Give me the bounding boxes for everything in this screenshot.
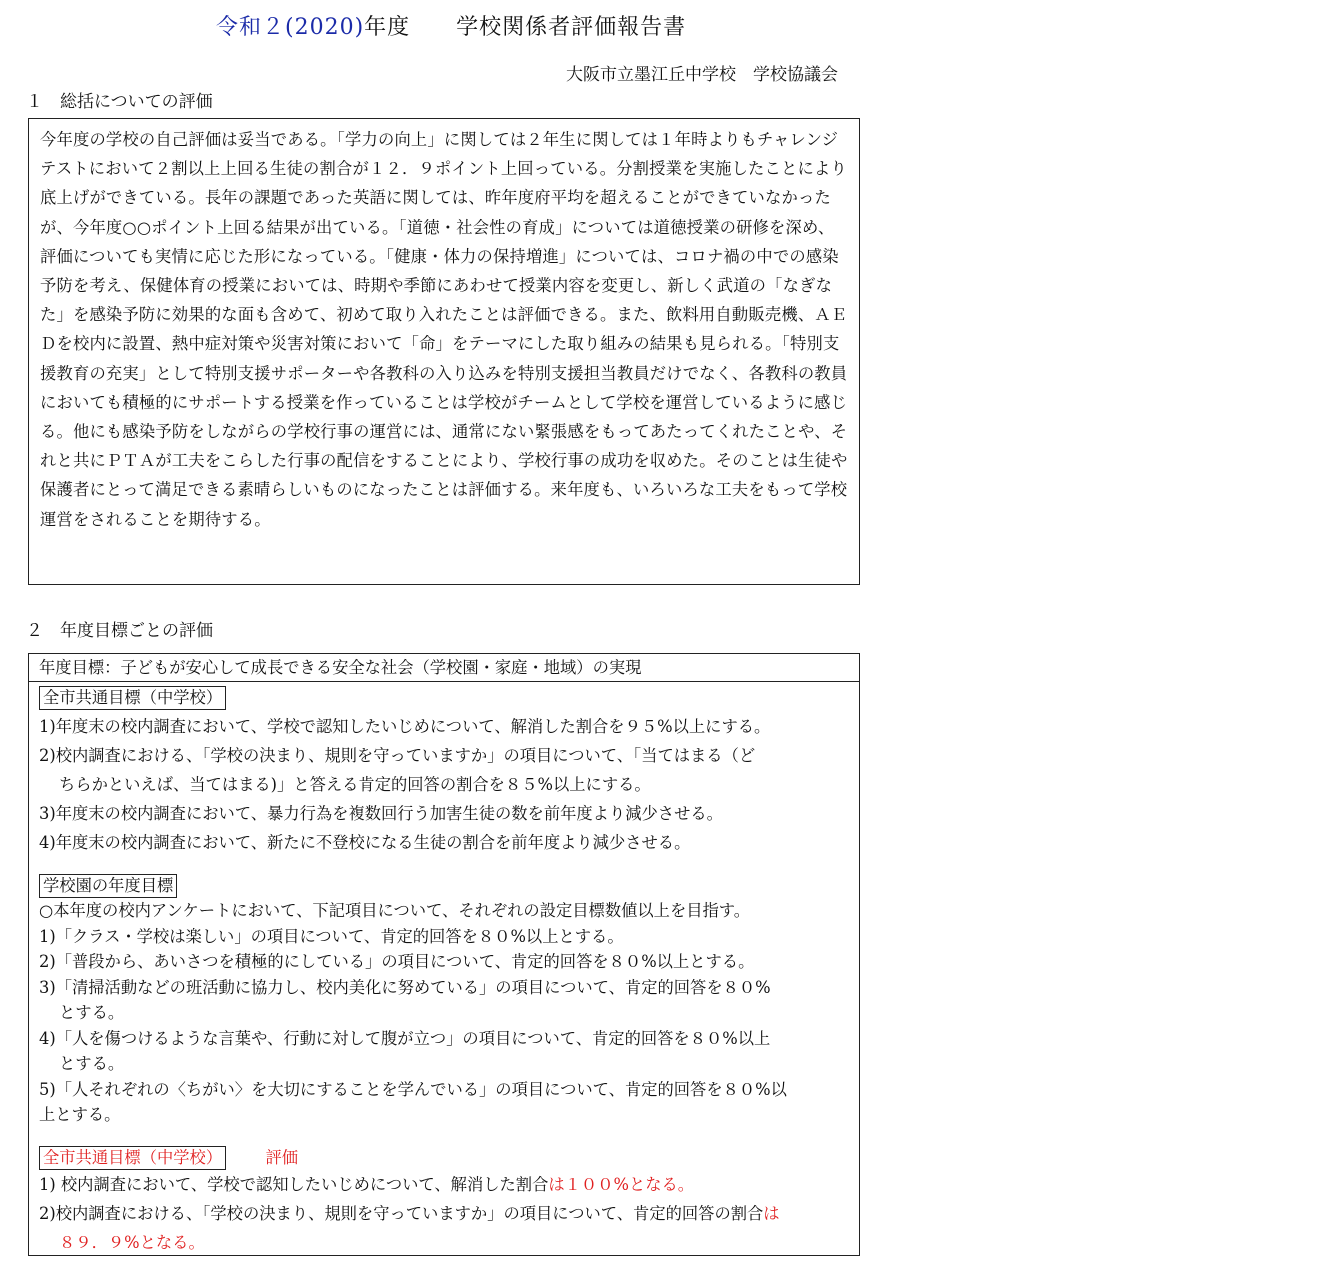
evaluation-item-2-result: ８９．９%となる。 bbox=[59, 1233, 205, 1252]
school-goal-item: 3)「清掃活動などの班活動に協力し、校内美化に努めている」の項目について、肯定的回答を８０% bbox=[39, 977, 771, 997]
city-goal-item: 1)年度末の校内調査において、学校で認知したいじめについて、解消した割合を９５%以上にする。 bbox=[39, 717, 771, 736]
city-goals-label: 全市共通目標（中学校） bbox=[39, 686, 226, 710]
school-goal-item: とする。 bbox=[59, 1054, 125, 1073]
school-goal-item: 2)「普段から、あいさつを積極的にしている」の項目について、肯定的回答を８０%以上とする。 bbox=[39, 952, 755, 971]
title-year: 令和２(2020) bbox=[216, 15, 365, 40]
school-goal-item: 5)「人それぞれの〈ちがい〉を大切にすることを学んでいる」の項目について、肯定的回答を８０%以 bbox=[39, 1079, 787, 1099]
school-goal-item: 1)「クラス・学校は楽しい」の項目について、肯定的回答を８０%以上とする。 bbox=[39, 926, 624, 946]
evaluation-item-2 bbox=[39, 1199, 853, 1228]
school-goals-label: 学校園の年度目標 bbox=[39, 874, 177, 898]
school-goal-item: ○本年度の校内アンケートにおいて、下記項目について、それぞれの設定目標数値以上を目指す。 bbox=[39, 901, 751, 920]
school-goal-item: 上とする。 bbox=[39, 1105, 121, 1124]
title-report: 学校関係者評価報告書 bbox=[456, 15, 687, 40]
evaluation-item-1 bbox=[39, 1170, 853, 1199]
evaluation-label: 全市共通目標（中学校） bbox=[39, 1146, 226, 1170]
section2-heading: ２ 年度目標ごとの評価 bbox=[26, 621, 213, 641]
organization-name: 大阪市立墨江丘中学校 学校協議会 bbox=[566, 65, 838, 85]
city-goal-item: 2)校内調査における、「学校の決まり、規則を守っていますか」の項目について、「当てはまる（ど bbox=[39, 746, 756, 765]
evaluation-word: 評価 bbox=[265, 1148, 299, 1167]
evaluation-item-2-text: 2)校内調査における、「学校の決まり、規則を守っていますか」の項目について、肯定的回答の割合 bbox=[39, 1204, 764, 1223]
summary-evaluation-box bbox=[28, 118, 860, 585]
school-goals-block bbox=[39, 874, 853, 1128]
school-goal-item: 4)「人を傷つけるような言葉や、行動に対して腹が立つ」の項目について、肯定的回答を８０%以上 bbox=[39, 1028, 771, 1048]
city-goal-item: ちらかといえば、当てはまる)」と答える肯定的回答の割合を８５%以上にする。 bbox=[59, 775, 651, 794]
goal-evaluation-box bbox=[28, 653, 860, 1256]
annual-goal: 年度目標：子どもが安心して成長できる安全な社会（学校園・家庭・地域）の実現 bbox=[29, 654, 859, 682]
report-title bbox=[216, 10, 686, 41]
evaluation-item-1-text: 1) 校内調査において、学校で認知したいじめについて、解消した割合 bbox=[39, 1175, 549, 1194]
section1-heading: １ 総括についての評価 bbox=[26, 92, 213, 112]
evaluation-item-1-result: は１００%となる。 bbox=[548, 1175, 695, 1194]
evaluation-item-2-particle: は bbox=[763, 1204, 780, 1223]
school-goal-item: とする。 bbox=[59, 1003, 125, 1022]
city-goals-block bbox=[39, 686, 853, 857]
city-goal-item: 4)年度末の校内調査において、新たに不登校になる生徒の割合を前年度より減少させる。 bbox=[39, 833, 691, 852]
summary-evaluation-text: 今年度の学校の自己評価は妥当である。「学力の向上」に関しては２年生に関しては１年時よりもチャレンジテストにおいて２割以上上回る生徒の割合が１２．９ポイント上回っている。分割授業を実施したことにより底上げができている。長年の課題であった英語に関しては、昨年度府平均を超えることができていなかったが、今年度○○ポイント上回る結果が出ている。「道徳・社会性の育成」については道徳授業の研修を深め、評価についても実情に応じた形になっている。「健康・体力の保持増進」については、コロナ禍の中での感染予防を考え、保健体育の授業においては、時期や季節にあわせて授業内容を変更し、新しく武道の「なぎなた」を感染予防に効果的な面も含めて、初めて取り入れたことは評価できる。また、飲料用自動販売機、ＡＥＤを校内に設置、熱中症対策や災害対策において「命」をテーマにした取り組みの結果も見られる。「特別支援教育の充実」として特別支援サポーターや各教科の入り込みを特別支援担当教員だけでなく、各教科の教員においても積極的にサポートする授業を作っていることは学校がチームとして学校を運営しているように感じる。他にも感染予防をしながらの学校行事の運営には、通常にない緊張感をもってあたってくれたことや、それと共にＰＴＡが工夫をこらした行事の配信をすることにより、学校行事の成功を収めた。そのことは生徒や保護者にとって満足できる素晴らしいものになったことは評価する。来年度も、いろいろな工夫をもって学校運営をされることを期待する。 bbox=[40, 130, 848, 529]
evaluation-block bbox=[39, 1144, 853, 1257]
city-goal-item: 3)年度末の校内調査において、暴力行為を複数回行う加害生徒の数を前年度より減少させる。 bbox=[39, 804, 723, 823]
title-nendo: 年度 bbox=[364, 15, 411, 40]
